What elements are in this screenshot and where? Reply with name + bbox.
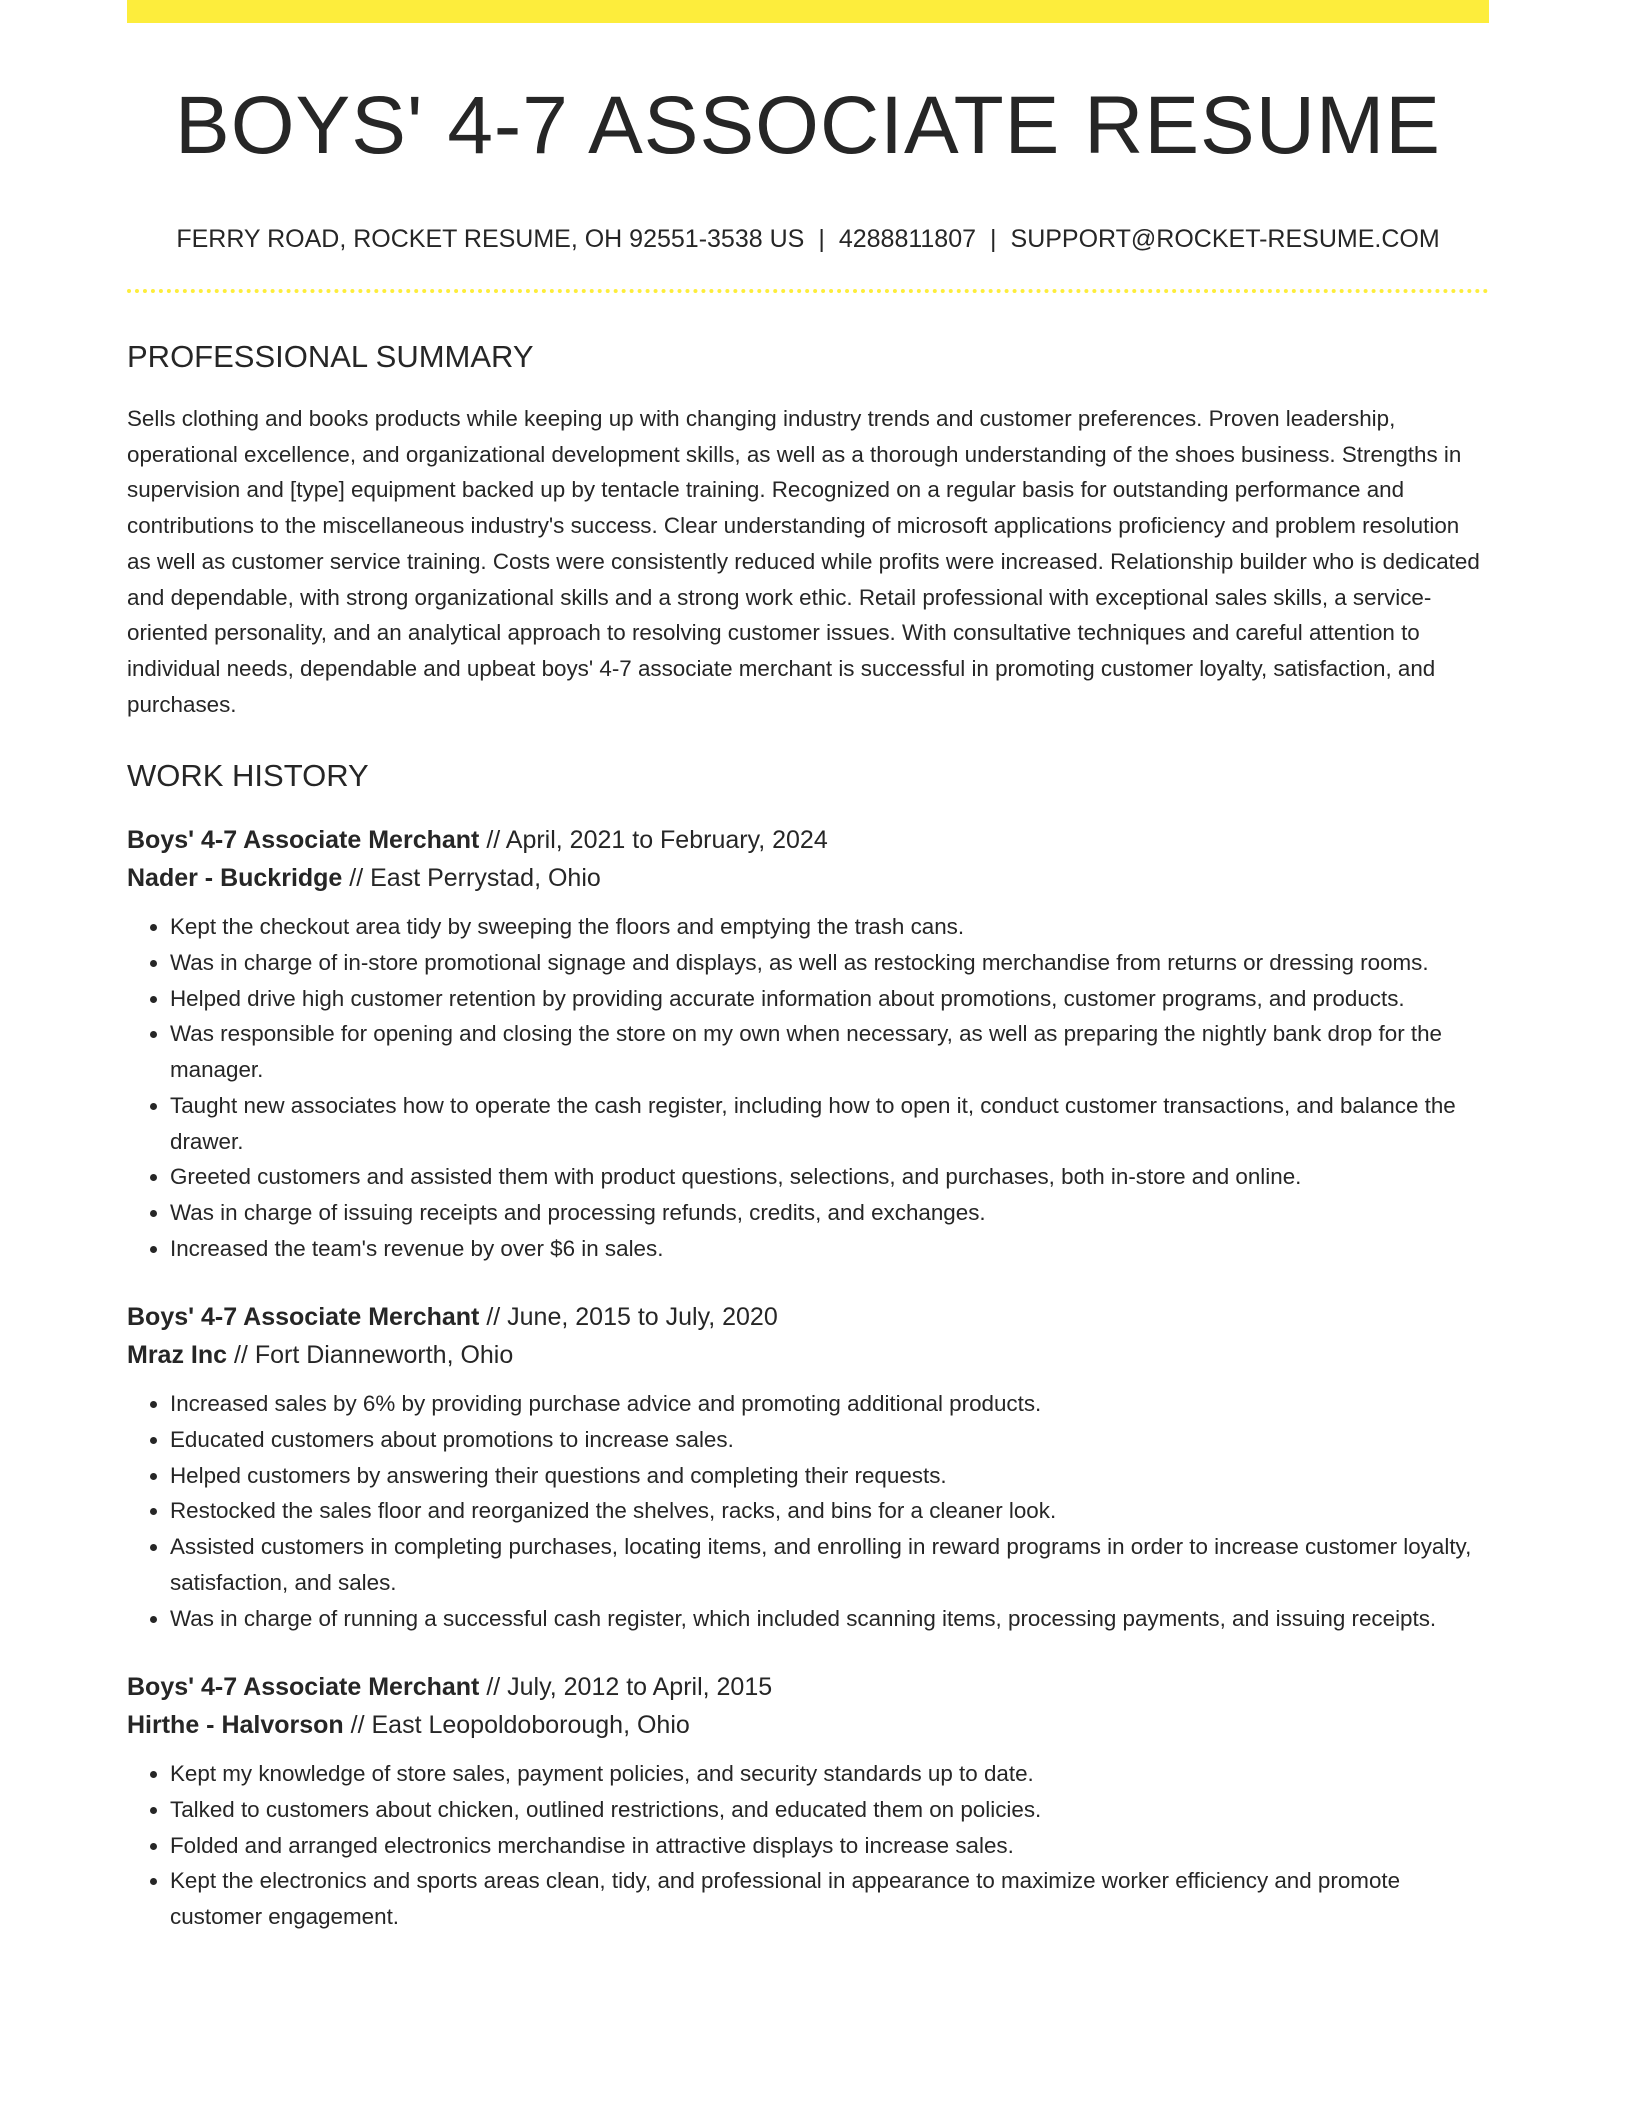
job-company: Mraz Inc	[127, 1341, 228, 1370]
job-location: // East Leopoldoborough, Ohio	[343, 1711, 690, 1740]
job-bullet: • Kept the checkout area tidy by sweeping the floors and emptying the trash cans.	[170, 909, 1489, 945]
summary-heading: PROFESSIONAL SUMMARY	[127, 339, 534, 374]
summary-text: Sells clothing and books products while keeping up with changing industry trends and customer preferences. Proven leadership, operational excellence, and organizational development skills, as well as a thorough understanding of the shoes business. Strengths in supervision and [type] equipment backed up by tentacle training. Recognized on a regular basis for outstanding performance and contributions to the miscellaneous industry's success. Clear understanding of microsoft applications proficiency and problem resolution as well as customer service training. Costs were consistently reduced while profits were increased. Relationship builder who is dedicated and dependable, with strong organizational skills and a strong work ethic. Retail professional with exceptional sales skills, a service-oriented personality, and an analytical approach to resolving customer issues. With consultative techniques and careful attention to individual needs, dependable and upbeat boys' 4-7 associate merchant is successful in promoting customer loyalty, satisfaction, and purchases.	[127, 406, 1480, 717]
job-company: Hirthe - Halvorson	[127, 1711, 344, 1740]
job-company: Nader - Buckridge	[127, 864, 343, 893]
job-company-line	[127, 1706, 1489, 1744]
job-title-line	[127, 1298, 1489, 1336]
contact-line	[127, 227, 1489, 252]
job-bullet: • Was in charge of issuing receipts and processing refunds, credits, and exchanges.	[170, 1195, 1489, 1231]
job-bullet: • Was in charge of running a successful cash register, which included scanning items, processing payments, and issuing receipts.	[170, 1601, 1489, 1637]
job-location: // Fort Dianneworth, Ohio	[227, 1341, 514, 1370]
job-company-line	[127, 859, 1489, 897]
contact-address: FERRY ROAD, ROCKET RESUME, OH 92551-3538 US	[176, 225, 805, 253]
job-bullet: • Was in charge of in-store promotional signage and displays, as well as restocking merchandise from returns or dressing rooms.	[170, 945, 1489, 981]
job-bullet: • Greeted customers and assisted them with product questions, selections, and purchases, both in-store and online.	[170, 1159, 1489, 1195]
job-dates: // June, 2015 to July, 2020	[479, 1303, 778, 1332]
job-bullet: • Increased the team's revenue by over $6 in sales.	[170, 1231, 1489, 1267]
contact-email[interactable]: SUPPORT@ROCKET-RESUME.COM	[1010, 225, 1440, 253]
job-bullet: • Helped drive high customer retention by providing accurate information about promotions, customer programs, and products.	[170, 981, 1489, 1017]
job-entry	[127, 1668, 1489, 1935]
job-bullet: • Taught new associates how to operate the cash register, including how to open it, conduct customer transactions, and balance the drawer.	[170, 1088, 1489, 1159]
job-title: Boys' 4-7 Associate Merchant	[127, 826, 480, 855]
job-dates: // April, 2021 to February, 2024	[479, 826, 828, 855]
contact-phone: 4288811807	[838, 225, 977, 253]
resume-title: BOYS' 4-7 ASSOCIATE RESUME	[175, 80, 1441, 171]
job-title: Boys' 4-7 Associate Merchant	[127, 1673, 480, 1702]
job-title: Boys' 4-7 Associate Merchant	[127, 1303, 480, 1332]
job-bullet: • Restocked the sales floor and reorganized the shelves, racks, and bins for a cleaner look.	[170, 1493, 1489, 1529]
resume-page	[127, 0, 1489, 1935]
job-dates: // July, 2012 to April, 2015	[479, 1673, 773, 1702]
job-bullets	[127, 909, 1489, 1266]
job-bullets	[127, 1386, 1489, 1636]
job-bullet: • Increased sales by 6% by providing purchase advice and promoting additional products.	[170, 1386, 1489, 1422]
job-bullet: • Was responsible for opening and closing the store on my own when necessary, as well as preparing the nightly bank drop for the manager.	[170, 1016, 1489, 1087]
job-bullet: • Talked to customers about chicken, outlined restrictions, and educated them on policies.	[170, 1792, 1489, 1828]
job-bullet: • Folded and arranged electronics merchandise in attractive displays to increase sales.	[170, 1828, 1489, 1864]
accent-top-bar	[127, 0, 1489, 23]
job-bullet: • Kept the electronics and sports areas clean, tidy, and professional in appearance to maximize worker efficiency and promote customer engagement.	[170, 1863, 1489, 1934]
job-bullet: • Educated customers about promotions to increase sales.	[170, 1422, 1489, 1458]
job-entry	[127, 1298, 1489, 1636]
contact-separator: |	[990, 225, 997, 253]
job-bullet: • Kept my knowledge of store sales, payment policies, and security standards up to date.	[170, 1756, 1489, 1792]
job-bullet: • Helped customers by answering their questions and completing their requests.	[170, 1458, 1489, 1494]
job-bullets	[127, 1756, 1489, 1935]
contact-separator: |	[818, 225, 825, 253]
work-history-heading: WORK HISTORY	[127, 758, 369, 794]
job-company-line	[127, 1336, 1489, 1374]
job-title-line	[127, 1668, 1489, 1706]
job-location: // East Perrystad, Ohio	[342, 864, 601, 893]
job-entry	[127, 821, 1489, 1266]
dotted-divider	[127, 289, 1489, 293]
job-title-line	[127, 821, 1489, 859]
job-bullet: • Assisted customers in completing purchases, locating items, and enrolling in reward programs in order to increase customer loyalty, satisfaction, and sales.	[170, 1529, 1489, 1600]
